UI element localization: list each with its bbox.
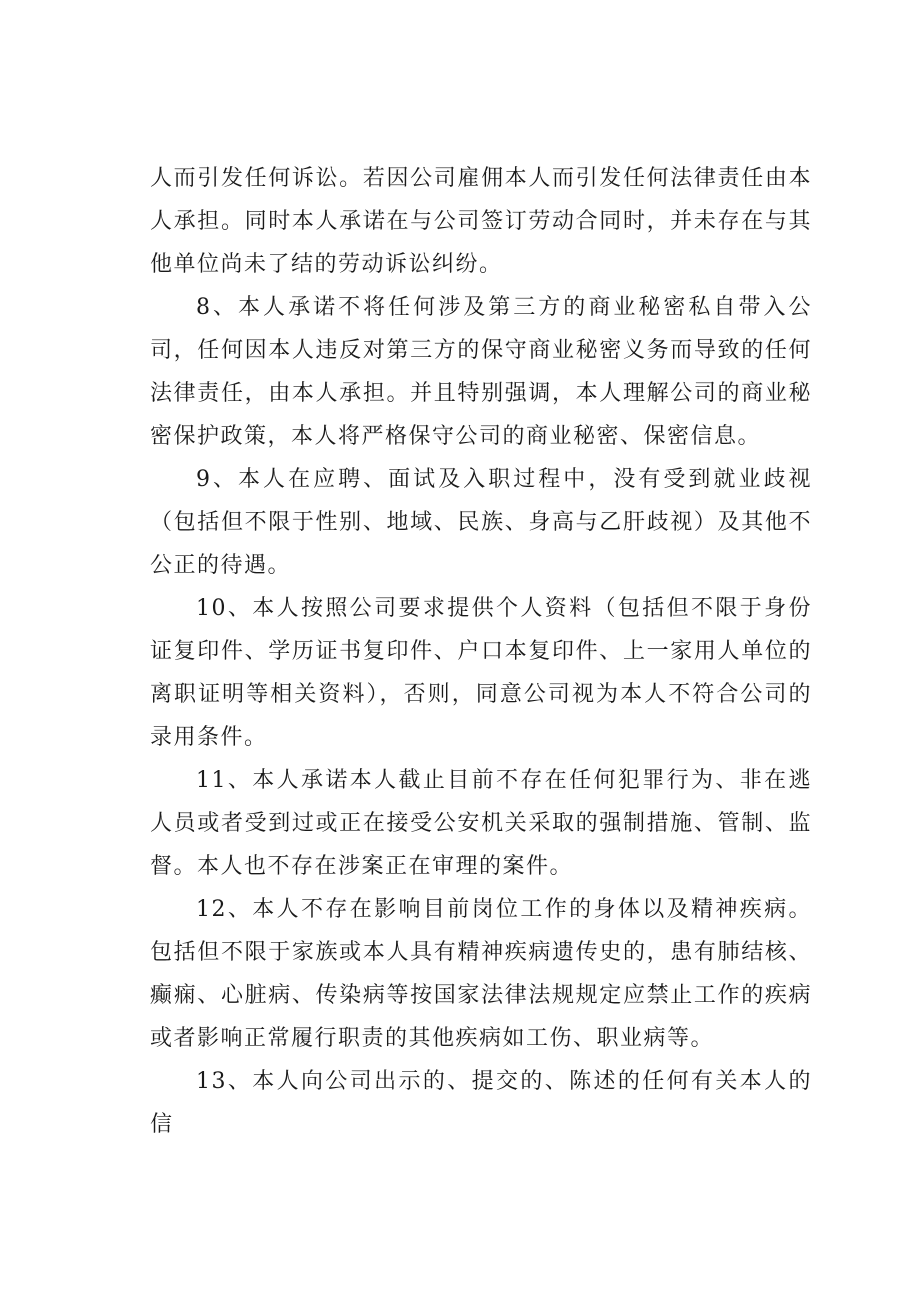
paragraph-clause-11: 11、本人承诺本人截止目前不存在任何犯罪行为、非在逃人员或者受到过或正在接受公安机关采取的强制措施、管制、监督。本人也不存在涉案正在审理的案件。: [150, 768, 812, 879]
paragraph-clause-12: 12、本人不存在影响目前岗位工作的身体以及精神疾病。包括但不限于家族或本人具有精神疾病遗传史的，患有肺结核、癫痫、心脏病、传染病等按国家法律法规规定应禁止工作的疾病或者影响正常履行职责的其他疾病如工伤、职业病等。: [150, 897, 812, 1051]
paragraph-clause-9: 9、本人在应聘、面试及入职过程中，没有受到就业歧视（包括但不限于性别、地域、民族、身高与乙肝歧视）及其他不公正的待遇。: [150, 467, 812, 578]
paragraph-clause-10: 10、本人按照公司要求提供个人资料（包括但不限于身份证复印件、学历证书复印件、户口本复印件、上一家用人单位的离职证明等相关资料），否则，同意公司视为本人不符合公司的录用条件。: [150, 596, 812, 750]
paragraph-continuation: 人而引发任何诉讼。若因公司雇佣本人而引发任何法律责任由本人承担。同时本人承诺在与公司签订劳动合同时，并未存在与其他单位尚未了结的劳动诉讼纠纷。: [150, 166, 812, 277]
paragraph-clause-8: 8、本人承诺不将任何涉及第三方的商业秘密私自带入公司，任何因本人违反对第三方的保守商业秘密义务而导致的任何法律责任，由本人承担。并且特别强调，本人理解公司的商业秘密保护政策，本人将严格保守公司的商业秘密、保密信息。: [150, 295, 812, 449]
document-body: [150, 157, 812, 1146]
paragraph-clause-13: 13、本人向公司出示的、提交的、陈述的任何有关本人的信: [150, 1069, 812, 1137]
